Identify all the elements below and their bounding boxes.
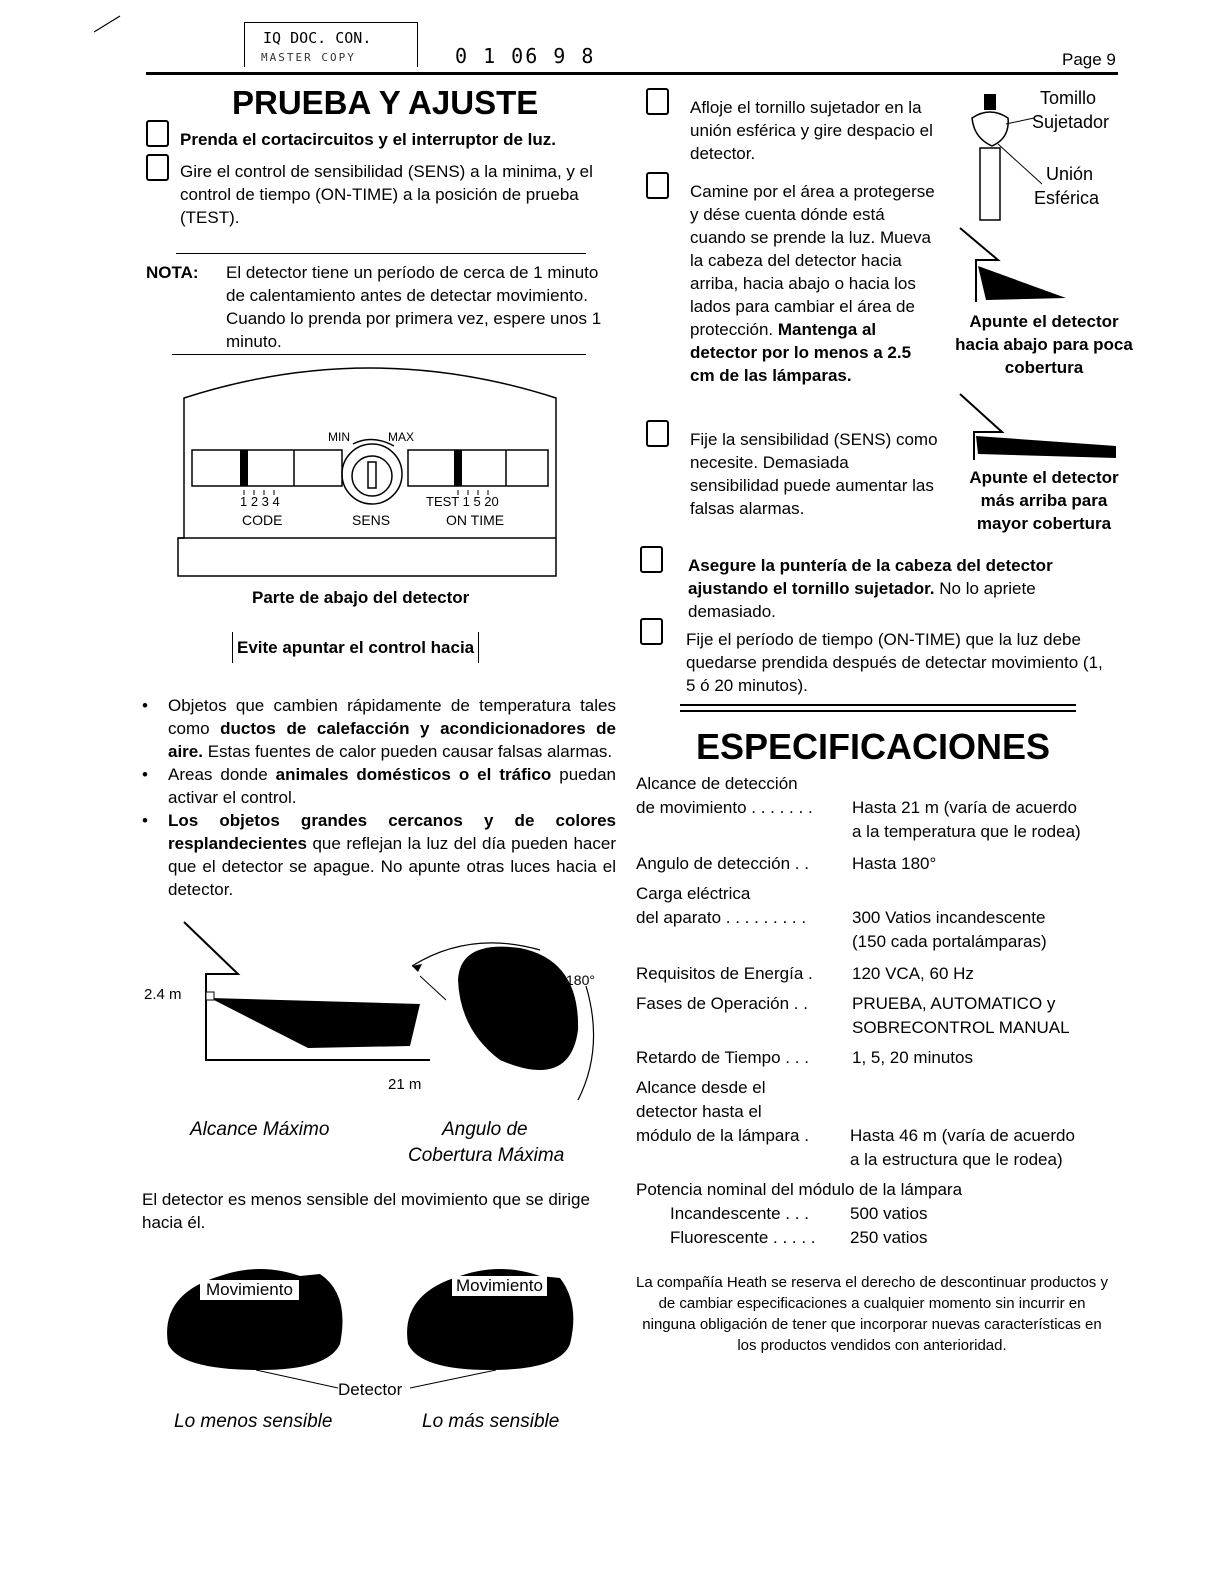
motion-label-right: Movimiento (452, 1276, 547, 1296)
step1-text: Prenda el cortacircuitos y el interruptor de luz. (180, 130, 556, 149)
detector-label: Detector (338, 1380, 403, 1399)
aim-up-diagram (956, 392, 1126, 464)
step-e-text: Fije el período de tiempo (ON-TIME) que la luz debe quedarse prendida después de detectar movimiento (1, 5 ó 20 minutos). (686, 630, 1103, 695)
checkbox-step-c[interactable] (646, 420, 669, 447)
detector-bottom-diagram (170, 358, 570, 580)
specs-rule-bottom (680, 710, 1076, 712)
distance-label: 21 m (388, 1076, 422, 1093)
step-d-text-a: Asegure la puntería de la cabeza del detector ajustando el tornillo sujetador. (688, 556, 1053, 598)
bullet2-text-b: animales domésticos o el tráfico (275, 765, 552, 784)
step-b-text-b: Mantenga al detector por lo menos a 2.5 cm de las lámparas. (690, 320, 912, 385)
caption-angle-2: Cobertura Máxima (408, 1145, 565, 1166)
checkbox-step-d[interactable] (640, 546, 663, 573)
specs-table: Alcance de detección de movimiento . . . . . . . Hasta 21 m (varía de acuerdo a la temperatura que le rodea) Angulo de detección . . Hasta 180° Carga eléctrica del aparato . . . . . . . . . 300 Vatios incandescente (150 cada portalámparas) Requisitos de Energía . 120 VCA, 60 Hz Fases de Operación . . PRUEBA, AUTOMATICO y SOBRECONTROL MANUAL Retardo de Tiempo . . . 1, 5, 20 minutos Alcance desde el detector hasta el módulo de la lámpara . Hasta 46 m (varía de acuerdo a la estructura que le rodea) Potencia nominal del módulo de la lámpara Incandescente . . . 500 vatios Fluorescente . . . . . 250 vatios (636, 774, 1081, 1247)
screw-label-1: Tomillo (1040, 88, 1097, 108)
bullet1-text-b: ductos de calefacción y acondicionadores de aire. (168, 719, 616, 761)
step-a-text: Afloje el tornillo sujetador en la unión esférica y gire despacio el detector. (690, 98, 933, 163)
range-diagram (140, 920, 620, 1100)
checkbox-step-a[interactable] (646, 88, 669, 115)
ball-label-1: Unión (1046, 164, 1094, 184)
angle-label: 180° (566, 972, 595, 988)
bullet-list (140, 694, 616, 901)
disclaimer: La compañía Heath se reserva el derecho de descontinuar productos y de cambiar especificaciones a cualquier momento sin incurrir en ninguna obligación de tener que incorporar nuevas características en los productos vendidos con anterioridad. (636, 1274, 1108, 1354)
step-b-text (690, 180, 940, 387)
stamp-line1: IQ DOC. CON. (263, 29, 372, 47)
time-numbers: TEST 1 5 20 (426, 494, 499, 509)
aim-down-caption: Apunte el detector hacia abajo para poca cobertura (955, 312, 1133, 377)
step-d-text (688, 554, 1118, 623)
aim-up-caption: Apunte el detector más arriba para mayor cobertura (969, 468, 1119, 533)
section-title-prueba: PRUEBA Y AJUSTE (232, 84, 539, 121)
checkbox-step1[interactable] (146, 120, 169, 147)
page-label: Page 9 (1062, 50, 1116, 69)
caption-max-range: Alcance Máximo (190, 1119, 330, 1140)
bullet2-text-a: Areas donde (168, 765, 276, 784)
nota-rule-top (176, 253, 586, 254)
section-title-specs: ESPECIFICACIONES (696, 726, 1051, 767)
stamp-line2: MASTER COPY (261, 51, 356, 64)
ball-label-2: Esférica (1034, 188, 1100, 208)
checkbox-step-b[interactable] (646, 172, 669, 199)
header-rule (146, 72, 1118, 75)
min-label: MIN (328, 430, 350, 444)
nota-rule-bottom (172, 354, 586, 355)
avoid-box: Evite apuntar el control hacia (232, 632, 479, 663)
more-sensitive-caption: Lo más sensible (422, 1411, 560, 1432)
aim-down-diagram (956, 226, 1126, 304)
step-b-text-a: Camine por el área a protegerse y dése cuenta dónde está cuando se prende la luz. Mueva la cabeza del detector hacia arriba, hacia abajo o hacia los lados para cambiar el área de protección. (690, 182, 935, 339)
checkbox-step-e[interactable] (640, 618, 663, 645)
sens-label: SENS (352, 512, 391, 528)
step-c-text: Fije la sensibilidad (SENS) como necesite. Demasiada sensibilidad puede aumentar las falsas alarmas. (690, 430, 938, 518)
max-label: MAX (388, 430, 415, 444)
code-numbers: 1 2 3 4 (240, 494, 280, 509)
nota-label: NOTA: (146, 263, 199, 282)
step-d-text-b: No lo apriete demasiado. (688, 579, 1036, 621)
bullet3-text-b: que reflejan la luz del día pueden hacer que el detector se apague. No apunte otras luces hacia el detector. (168, 834, 616, 899)
specs-rule-top (680, 704, 1076, 706)
pen-mark (92, 14, 122, 34)
bullet-item: • Areas donde animales domésticos o el tráfico puedan activar el control. (142, 765, 616, 807)
height-label: 2.4 m (144, 986, 182, 1003)
bullet-item: • Los objetos grandes cercanos y de colores resplandecientes que reflejan la luz del día pueden hacer que el detector se apague. No apunte otras luces hacia el detector. (142, 811, 616, 899)
nota-text: El detector tiene un período de cerca de 1 minuto de calentamiento antes de detectar movimiento. Cuando lo prenda por primera vez, espere unos 1 minuto. (226, 263, 602, 351)
less-sensitive-caption: Lo menos sensible (174, 1411, 333, 1432)
doc-number: 0 1 06 9 8 (455, 44, 596, 68)
doc-stamp (244, 22, 418, 67)
diagram-caption: Parte de abajo del detector (252, 588, 470, 607)
step2-text: Gire el control de sensibilidad (SENS) a la minima, y el control de tiempo (ON-TIME) a la posición de prueba (TEST). (180, 162, 593, 227)
code-label: CODE (242, 512, 283, 528)
screw-label-2: Sujetador (1032, 112, 1110, 132)
bullet2-text-c: puedan activar el control. (168, 765, 616, 807)
caption-angle-1: Angulo de (442, 1119, 528, 1140)
bullet3-text-a: Los objetos grandes cercanos y de colores resplandecientes (168, 811, 616, 853)
sensitivity-text: El detector es menos sensible del movimiento que se dirige hacia él. (142, 1190, 590, 1232)
checkbox-step2[interactable] (146, 154, 169, 181)
on-time-label: ON TIME (446, 512, 505, 528)
screw-diagram (962, 88, 1122, 228)
bullet1-text-a: Objetos que cambien rápidamente de temperatura tales como (168, 696, 616, 738)
bullet-item: • Objetos que cambien rápidamente de temperatura tales como ductos de calefacción y acondicionadores de aire. Estas fuentes de calor pueden causar falsas alarmas. (142, 696, 616, 761)
bullet1-text-c: Estas fuentes de calor pueden causar falsas alarmas. (202, 742, 613, 761)
sensitivity-diagram (160, 1254, 580, 1404)
motion-label-left: Movimiento (200, 1280, 299, 1300)
